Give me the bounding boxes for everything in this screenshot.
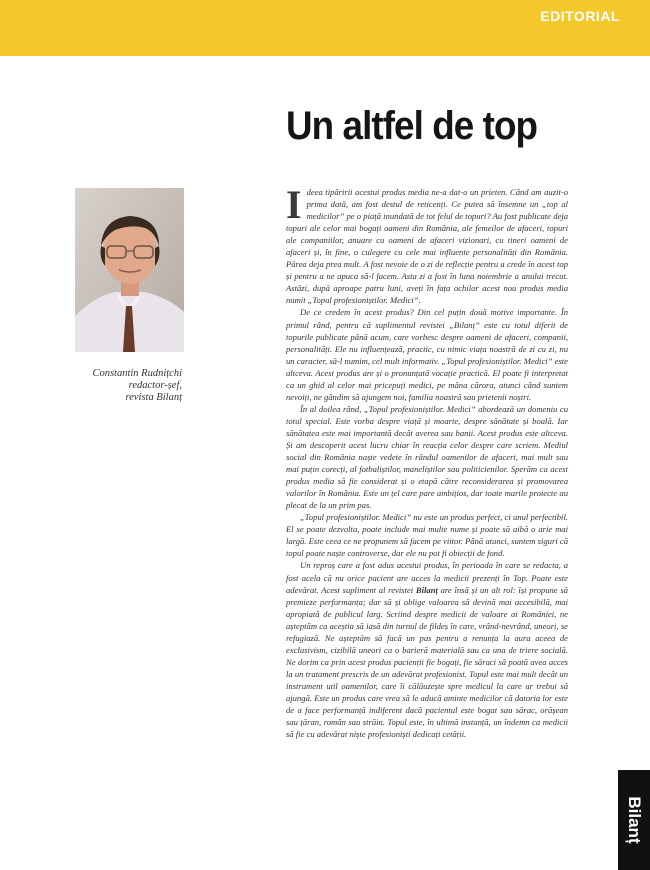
article-body — [286, 182, 568, 740]
section-header-bar — [0, 0, 650, 56]
author-publication: revista Bilanț — [125, 392, 182, 403]
author-caption — [40, 368, 182, 404]
article-paragraph-text: deea tipăririi acestui produs media ne-a dat-o un prieten. Când am auzit-o prima dată, am fost destul de reticenți. Ce putea să însemne un „top al medicilor” pe o piață inundată de tot felul de topuri? Au fost publicate deja topuri ale celor mai bogați oameni din România, ale femeilor de afaceri, topuri ale companiilor, anuare cu oameni de afaceri vizionari, cu tineri oameni de afaceri și, în fine, o culegere cu cele mai influente personalități din România. Părea deja prea mult. A fost nevoie de o zi de reflecție pentru a crede în acest top și pentru a ne apuca să-l facem. Asta zi a fost în luna noiembrie a anului trecut. Astăzi, după aproape patru luni, aveți în fața ochilor acest nou produs media numit „Topul profesioniștilor. Medici”. — [286, 187, 568, 306]
article-paragraph — [286, 182, 568, 306]
magazine-name-bold: Bilanț — [415, 584, 438, 595]
article-paragraph: În al doilea rând, „Topul profesioniștilor. Medici” abordează un domeniu cu totul special. Este vorba despre viață și moarte, despre sănătate și boală. Iar sănătatea este mai importantă decât averea sau banii. Acest produs este altceva. Și am descoperit acest lucru chiar în reacția celor despre care scriem. Mediul social din România naște vedete în rândul oamenilor de afaceri, mai mult sau mai puțin corecți, al fotbaliștilor, maneliștilor sau politicienilor. Sperăm ca acest produs media să fie considerat și o etapă către reconsiderarea și promovarea valorilor în România. Este un țel care pare ambițios, dar toate marile proiecte au plecat de la un prim pas. — [286, 403, 568, 511]
author-name: Constantin Rudnițchi — [92, 368, 182, 379]
drop-cap: I — [286, 182, 302, 227]
author-role: redactor-șef, — [128, 380, 182, 391]
page-title: Un altfel de top — [286, 104, 538, 148]
article-paragraph: Un reproș care a fost adus acestui produs, în perioada în care se redacta, a fost acela că nu orice pacient are acces la medicii prezenți în Top. Poate este adevărat. Acest supliment al revistei Bilanț are însă și un alt rol: își propune să premieze performanța; dar să și oblige valoarea să devină mai accesibilă, mai apropiată de publicul larg. Scriind despre medicii de valoare ai României, ne așteptăm ca aceștia să iasă din turnul de fildeș în care, vrând-nevrând, uneori, se refugiază. Ne așteptăm să facă un pas pentru a renunța la aura aceea de exclusivism, cizibilă uneori ca o barieră materială sau ca una de triere socială. Ne dorim ca prin acest produs pacienții fie bogați, fie săraci să poată avea acces la un tratament prescris de un adevărat profesionist. Topul este mai mult decât un instrument util oamenilor, care îi călăuzește spre medicul la care ar trebui să ajungă. Este un produs care vrea să le aducă aminte medicilor că datoria lor este de a face performanță indiferent dacă pacientul este bogat sau sărac, orășean sau țăran, român sau străin. Topul este, în ultimă instanță, un îndemn ca medicii să fie cu adevărat niște profesioniști dedicați cetății. — [286, 560, 568, 740]
portrait-image — [75, 188, 184, 352]
article-paragraph: „Topul profesioniștilor. Medici” nu este un produs perfect, ci unul perfectibil. El se poate dezvolta, poate include mai multe nume și poate să aibă o arie mai largă. Este ceea ce ne propunem să facem pe viitor. Până atunci, suntem siguri că topul poate naște controverse, dar ele nu pot fi obiecții de fond. — [286, 512, 568, 559]
magazine-side-tab — [618, 770, 650, 870]
magazine-logo-text: Bilanț — [625, 796, 644, 844]
author-photo — [75, 188, 184, 352]
article-paragraph: De ce credem în acest produs? Din cel puțin două motive importante. În primul rând, pentru că suplimentul revistei „Bilanț” este cu totul diferit de topurile publicate până acum, care vorbesc despre oameni de afaceri, companii, personalități. Ele nu influențează, practic, cu nimic viața noastră de zi cu zi, nu un caracter, să-l numim, cel mult informativ. „Topul profesioniștilor. Medici” este altceva. Acest produs are și o pronunțată vocație practică. El poate fi interpretat ca un ghid al celor mai pricepuți medici, pe mâna cărora, atunci când suntem nevoiți, ne gândim să ajungem noi, familia noastră sau prietenii noștri. — [286, 307, 568, 402]
section-label: EDITORIAL — [540, 8, 620, 24]
